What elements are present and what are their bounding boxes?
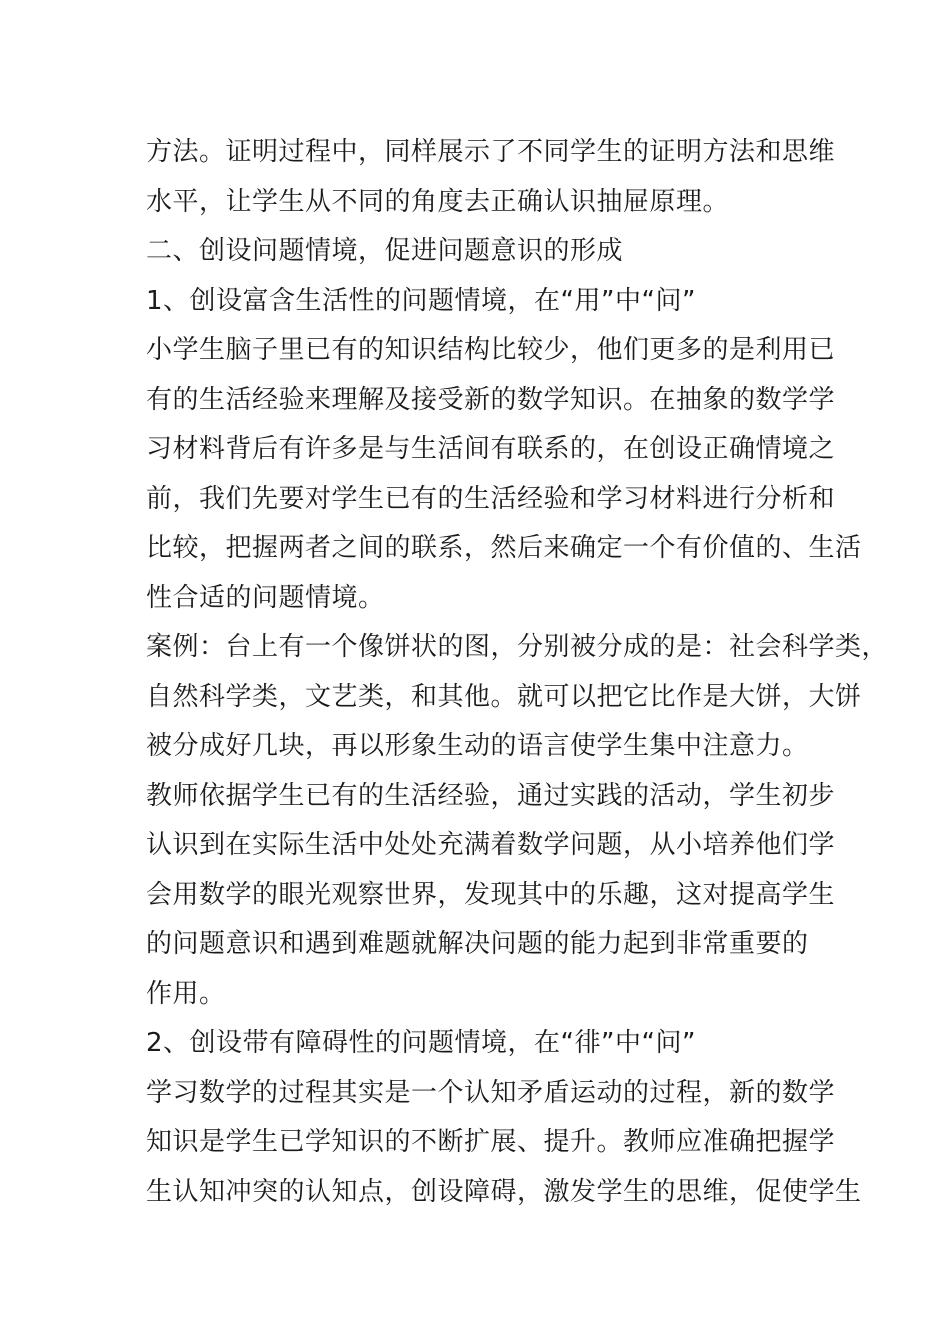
text-line: 会用数学的眼光观察世界，发现其中的乐趣，这对提高学生	[146, 879, 836, 910]
text-line: 被分成好几块，再以形象生动的语言使学生集中注意力。	[146, 731, 809, 761]
text-line: 习材料背后有许多是与生活间有联系的，在创设正确情境之	[146, 434, 836, 464]
text-line: 知识是学生已学知识的不断扩展、提升。教师应准确把握学	[146, 1127, 836, 1157]
text-line: 小学生脑子里已有的知识结构比较少，他们更多的是利用已	[146, 335, 836, 365]
example-line: 案例：台上有一个像饼状的图，分别被分成的是：社会科学类，	[146, 632, 889, 662]
section-heading: 二、创设问题情境，促进问题意识的形成	[146, 236, 624, 266]
text-line: 比较，把握两者之间的联系，然后来确定一个有价值的、生活	[146, 533, 862, 563]
text-line: 自然科学类，文艺类，和其他。就可以把它比作是大饼，大饼	[146, 681, 862, 712]
text-line: 前，我们先要对学生已有的生活经验和学习材料进行分析和	[146, 483, 836, 514]
text-line: 方法。证明过程中，同样展示了不同学生的证明方法和思维	[146, 137, 836, 167]
document-body	[146, 128, 889, 1217]
text-line: 的问题意识和遇到难题就解决问题的能力起到非常重要的	[146, 929, 809, 959]
text-line: 教师依据学生已有的生活经验，通过实践的活动，学生初步	[146, 780, 836, 811]
subsection-heading: 1、创设富含生活性的问题情境，在“用”中“问”	[146, 285, 696, 316]
text-line: 认识到在实际生活中处处充满着数学问题，从小培养他们学	[146, 830, 836, 860]
subsection-heading: 2、创设带有障碍性的问题情境，在“徘”中“问”	[146, 1028, 696, 1058]
text-line: 性合适的问题情境。	[146, 582, 385, 613]
text-line: 学习数学的过程其实是一个认知矛盾运动的过程，新的数学	[146, 1077, 836, 1108]
text-line: 水平，让学生从不同的角度去正确认识抽屉原理。	[146, 186, 730, 217]
text-line: 作用。	[146, 978, 226, 1009]
text-line: 有的生活经验来理解及接受新的数学知识。在抽象的数学学	[146, 384, 836, 415]
text-line: 生认知冲突的认知点，创设障碍，激发学生的思维，促使学生	[146, 1176, 862, 1207]
